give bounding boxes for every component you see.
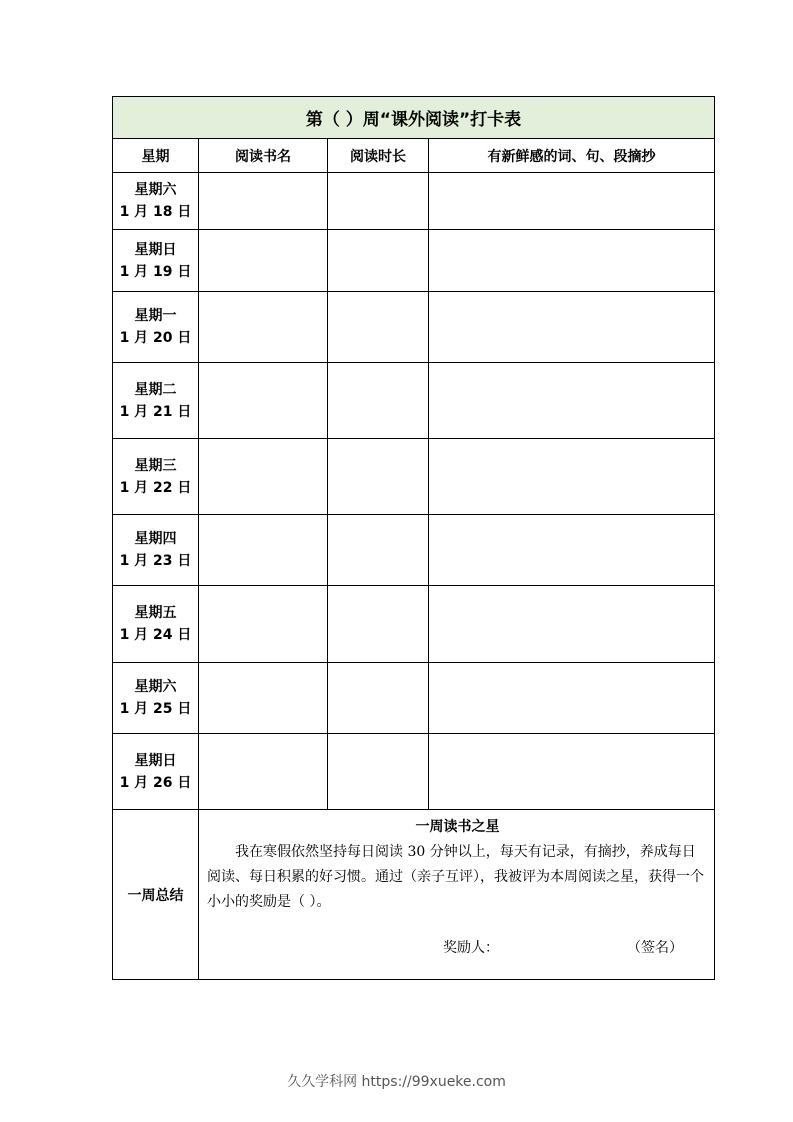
weekday-label: 星期日: [134, 241, 177, 258]
table-row: [113, 363, 715, 439]
excerpt-cell[interactable]: [429, 292, 715, 363]
date-label: 1 月 23 日: [119, 553, 192, 569]
reading-time-cell[interactable]: [328, 663, 429, 734]
book-title-cell[interactable]: [199, 173, 328, 230]
book-title-cell[interactable]: [199, 439, 328, 515]
date-label: 1 月 25 日: [119, 701, 192, 717]
book-title-cell[interactable]: [199, 734, 328, 810]
table-row: [113, 734, 715, 810]
weekday-label: 星期四: [134, 531, 177, 547]
summary-label: 一周总结: [113, 810, 199, 980]
table-row: [113, 515, 715, 586]
book-title-cell[interactable]: [199, 230, 328, 292]
excerpt-cell[interactable]: [429, 734, 715, 810]
date-label: 1 月 18 日: [119, 204, 192, 220]
book-title-cell[interactable]: [199, 363, 328, 439]
date-label: 1 月 21 日: [119, 403, 192, 420]
day-cell: [113, 439, 199, 515]
reading-time-cell[interactable]: [328, 734, 429, 810]
date-label: 1 月 19 日: [119, 263, 192, 280]
summary-paragraph: 我在寒假依然坚持每日阅读 30 分钟以上，每天有记录，有摘抄，养成每日阅读、每日积累的好习惯。通过（亲子互评），我被评为本周阅读之星，获得一个小小的奖励是（ ）。: [207, 844, 704, 910]
table-row: [113, 586, 715, 663]
signature-line: [207, 937, 708, 957]
day-cell: [113, 663, 199, 734]
sign-label: （签名）: [627, 940, 683, 956]
check-in-table: [112, 96, 715, 980]
excerpt-cell[interactable]: [429, 173, 715, 230]
table-row: [113, 439, 715, 515]
reading-time-cell[interactable]: [328, 363, 429, 439]
table-title: 第（ ）周“课外阅读”打卡表: [113, 97, 715, 139]
site-watermark: 久久学科网 https://99xueke.com: [287, 1074, 506, 1090]
reading-time-cell[interactable]: [328, 230, 429, 292]
excerpt-cell[interactable]: [429, 515, 715, 586]
excerpt-cell[interactable]: [429, 230, 715, 292]
summary-cell: [199, 810, 715, 980]
weekday-label: 星期五: [134, 605, 177, 621]
day-cell: [113, 515, 199, 586]
excerpt-cell[interactable]: [429, 439, 715, 515]
day-cell: [113, 173, 199, 230]
summary-row: [113, 810, 715, 980]
weekday-label: 星期三: [134, 457, 177, 474]
reading-time-cell[interactable]: [328, 439, 429, 515]
header-excerpts: 有新鲜感的词、句、段摘抄: [429, 139, 715, 173]
reading-time-cell[interactable]: [328, 173, 429, 230]
book-title-cell[interactable]: [199, 663, 328, 734]
weekday-label: 星期二: [134, 381, 177, 398]
weekday-label: 星期日: [134, 752, 177, 769]
reading-time-cell[interactable]: [328, 586, 429, 663]
header-book-title: 阅读书名: [199, 139, 328, 173]
date-label: 1 月 22 日: [119, 479, 192, 496]
day-cell: [113, 363, 199, 439]
date-label: 1 月 24 日: [119, 627, 192, 643]
book-title-cell[interactable]: [199, 515, 328, 586]
header-weekday: 星期: [113, 139, 199, 173]
excerpt-cell[interactable]: [429, 663, 715, 734]
awarder-label: 奖励人：: [443, 940, 499, 956]
book-title-cell[interactable]: [199, 292, 328, 363]
reading-time-cell[interactable]: [328, 292, 429, 363]
table-row: [113, 230, 715, 292]
excerpt-cell[interactable]: [429, 586, 715, 663]
reading-star-title: 一周读书之星: [415, 819, 500, 835]
weekday-label: 星期六: [134, 182, 177, 198]
excerpt-cell[interactable]: [429, 363, 715, 439]
weekday-label: 星期六: [134, 679, 177, 695]
table-row: [113, 173, 715, 230]
day-cell: [113, 734, 199, 810]
date-label: 1 月 20 日: [119, 330, 192, 346]
day-cell: [113, 292, 199, 363]
day-cell: [113, 230, 199, 292]
weekday-label: 星期一: [134, 308, 177, 324]
table-row: [113, 292, 715, 363]
date-label: 1 月 26 日: [119, 774, 192, 791]
header-reading-time: 阅读时长: [328, 139, 429, 173]
day-cell: [113, 586, 199, 663]
table-row: [113, 663, 715, 734]
book-title-cell[interactable]: [199, 586, 328, 663]
reading-time-cell[interactable]: [328, 515, 429, 586]
